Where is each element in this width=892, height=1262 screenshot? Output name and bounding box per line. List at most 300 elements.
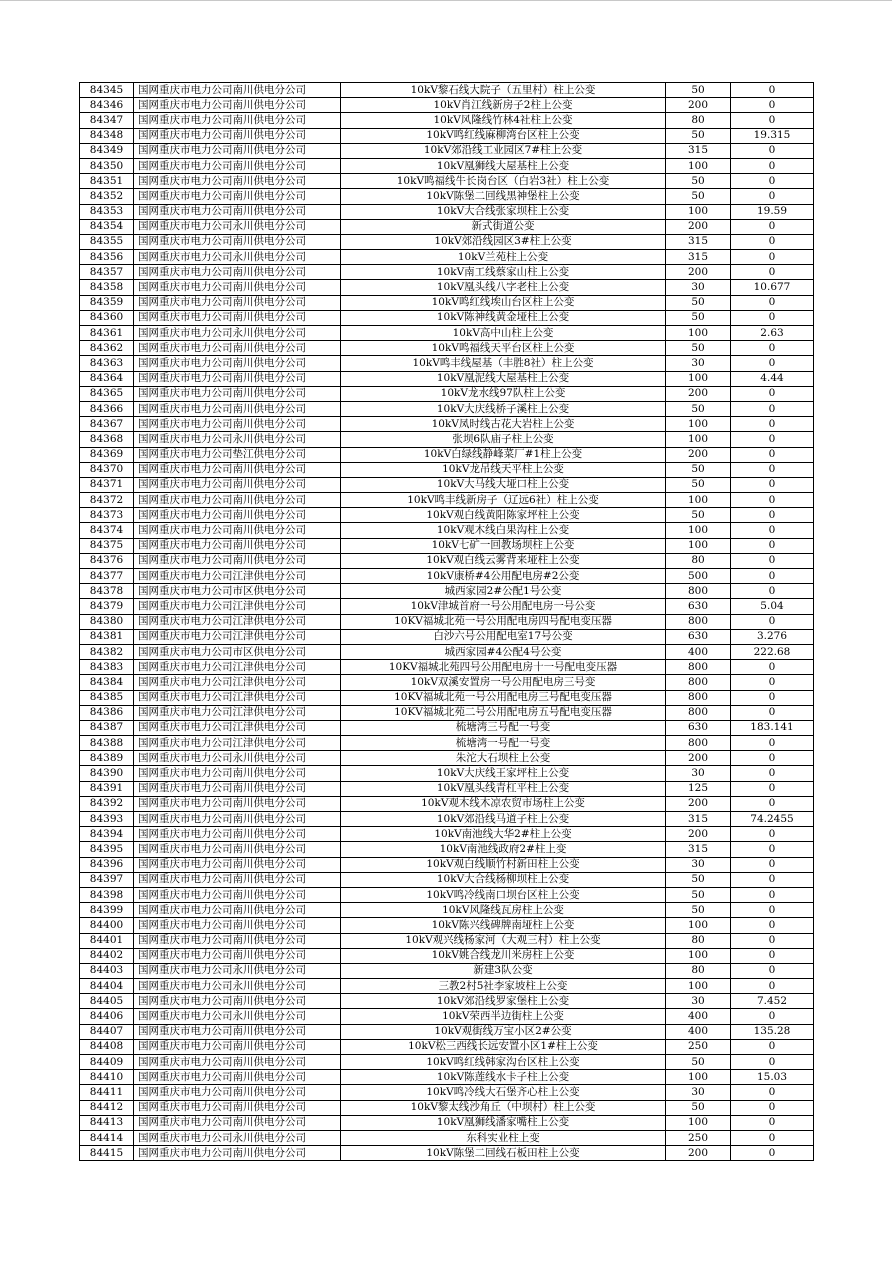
transformer-name-cell: 10kV大合线张家坝柱上公变 <box>341 204 666 219</box>
row-id-cell: 84373 <box>80 508 134 523</box>
row-id-cell: 84382 <box>80 644 134 659</box>
transformer-name-cell: 10kV陈堡二回线石板田柱上公变 <box>341 1146 666 1161</box>
row-id-cell: 84402 <box>80 948 134 963</box>
table-row <box>80 1100 814 1115</box>
table-row <box>80 295 814 310</box>
table-row <box>80 1009 814 1024</box>
row-id-cell: 84378 <box>80 584 134 599</box>
supply-unit-cell: 国网重庆市电力公司南川供电分公司 <box>134 371 341 386</box>
supply-unit-cell: 国网重庆市电力公司南川供电分公司 <box>134 158 341 173</box>
row-id-cell: 84411 <box>80 1085 134 1100</box>
row-id-cell: 84377 <box>80 569 134 584</box>
transformer-name-cell: 10kV鸣福线天平台区柱上公变 <box>341 341 666 356</box>
value-cell: 0 <box>731 705 814 720</box>
capacity-cell: 400 <box>666 1024 731 1039</box>
supply-unit-cell: 国网重庆市电力公司永川供电分公司 <box>134 219 341 234</box>
row-id-cell: 84374 <box>80 523 134 538</box>
transformer-name-cell: 10kV风隆线竹林4社柱上公变 <box>341 113 666 128</box>
table-row <box>80 827 814 842</box>
capacity-cell: 100 <box>666 538 731 553</box>
capacity-cell: 100 <box>666 493 731 508</box>
table-row <box>80 629 814 644</box>
capacity-cell: 100 <box>666 371 731 386</box>
value-cell: 0 <box>731 553 814 568</box>
table-row <box>80 462 814 477</box>
supply-unit-cell: 国网重庆市电力公司江津供电分公司 <box>134 614 341 629</box>
capacity-cell: 315 <box>666 234 731 249</box>
table-row <box>80 432 814 447</box>
table-row <box>80 599 814 614</box>
capacity-cell: 100 <box>666 326 731 341</box>
transformer-name-cell: 10kV龙吊线天平柱上公变 <box>341 462 666 477</box>
table-row <box>80 948 814 963</box>
row-id-cell: 84368 <box>80 432 134 447</box>
supply-unit-cell: 国网重庆市电力公司南川供电分公司 <box>134 1055 341 1070</box>
value-cell: 0 <box>731 508 814 523</box>
table-row <box>80 553 814 568</box>
table-row <box>80 113 814 128</box>
supply-unit-cell: 国网重庆市电力公司南川供电分公司 <box>134 994 341 1009</box>
transformer-name-cell: 10kV鸣福线牛长岗台区（白岩3社）柱上公变 <box>341 174 666 189</box>
supply-unit-cell: 国网重庆市电力公司南川供电分公司 <box>134 310 341 325</box>
transformer-name-cell: 梳塘湾三号配一号变 <box>341 720 666 735</box>
capacity-cell: 200 <box>666 219 731 234</box>
table-row <box>80 1039 814 1054</box>
capacity-cell: 315 <box>666 812 731 827</box>
table-row <box>80 83 814 98</box>
supply-unit-cell: 国网重庆市电力公司南川供电分公司 <box>134 143 341 158</box>
table-row <box>80 736 814 751</box>
transformer-name-cell: 10kV南工线蔡家山柱上公变 <box>341 265 666 280</box>
value-cell: 0 <box>731 979 814 994</box>
transformer-name-cell: 10kV大马线大垭口柱上公变 <box>341 477 666 492</box>
row-id-cell: 84406 <box>80 1009 134 1024</box>
transformer-name-cell: 10KV福城北苑四号公用配电房十一号配电变压器 <box>341 660 666 675</box>
value-cell: 74.2455 <box>731 812 814 827</box>
supply-unit-cell: 国网重庆市电力公司南川供电分公司 <box>134 508 341 523</box>
table-row <box>80 1024 814 1039</box>
row-id-cell: 84359 <box>80 295 134 310</box>
supply-unit-cell: 国网重庆市电力公司永川供电分公司 <box>134 250 341 265</box>
row-id-cell: 84371 <box>80 477 134 492</box>
table-row <box>80 128 814 143</box>
supply-unit-cell: 国网重庆市电力公司江津供电分公司 <box>134 629 341 644</box>
row-id-cell: 84405 <box>80 994 134 1009</box>
table-row <box>80 644 814 659</box>
value-cell: 0 <box>731 1055 814 1070</box>
transformer-name-cell: 10kV大庆线桥子溪柱上公变 <box>341 401 666 416</box>
capacity-cell: 30 <box>666 280 731 295</box>
value-cell: 0 <box>731 842 814 857</box>
row-id-cell: 84357 <box>80 265 134 280</box>
transformer-name-cell: 10kV郊沿线马道子柱上公变 <box>341 812 666 827</box>
table-row <box>80 887 814 902</box>
transformer-name-cell: 10kV高中山柱上公变 <box>341 326 666 341</box>
row-id-cell: 84351 <box>80 174 134 189</box>
value-cell: 0 <box>731 174 814 189</box>
transformer-name-cell: 10kV风隆线瓦房柱上公变 <box>341 903 666 918</box>
value-cell: 0 <box>731 158 814 173</box>
capacity-cell: 50 <box>666 477 731 492</box>
table-row <box>80 569 814 584</box>
transformer-name-cell: 10kV凰狮线大屋基柱上公变 <box>341 158 666 173</box>
transformer-name-cell: 10kV陈莲线水卡子柱上公变 <box>341 1070 666 1085</box>
value-cell: 19.59 <box>731 204 814 219</box>
value-cell: 0 <box>731 827 814 842</box>
value-cell: 0 <box>731 83 814 98</box>
value-cell: 0 <box>731 796 814 811</box>
row-id-cell: 84407 <box>80 1024 134 1039</box>
value-cell: 0 <box>731 584 814 599</box>
supply-unit-cell: 国网重庆市电力公司南川供电分公司 <box>134 766 341 781</box>
transformer-name-cell: 10KV福城北苑二号公用配电房五号配电变压器 <box>341 705 666 720</box>
table-row <box>80 204 814 219</box>
row-id-cell: 84361 <box>80 326 134 341</box>
value-cell: 0 <box>731 660 814 675</box>
row-id-cell: 84384 <box>80 675 134 690</box>
capacity-cell: 315 <box>666 250 731 265</box>
supply-unit-cell: 国网重庆市电力公司江津供电分公司 <box>134 720 341 735</box>
row-id-cell: 84366 <box>80 401 134 416</box>
supply-unit-cell: 国网重庆市电力公司南川供电分公司 <box>134 417 341 432</box>
value-cell: 0 <box>731 310 814 325</box>
value-cell: 0 <box>731 933 814 948</box>
supply-unit-cell: 国网重庆市电力公司市区供电分公司 <box>134 644 341 659</box>
value-cell: 0 <box>731 751 814 766</box>
row-id-cell: 84413 <box>80 1115 134 1130</box>
supply-unit-cell: 国网重庆市电力公司南川供电分公司 <box>134 83 341 98</box>
capacity-cell: 200 <box>666 751 731 766</box>
supply-unit-cell: 国网重庆市电力公司南川供电分公司 <box>134 842 341 857</box>
row-id-cell: 84375 <box>80 538 134 553</box>
capacity-cell: 200 <box>666 827 731 842</box>
row-id-cell: 84415 <box>80 1146 134 1161</box>
value-cell: 135.28 <box>731 1024 814 1039</box>
supply-unit-cell: 国网重庆市电力公司南川供电分公司 <box>134 204 341 219</box>
row-id-cell: 84383 <box>80 660 134 675</box>
row-id-cell: 84392 <box>80 796 134 811</box>
value-cell: 7.452 <box>731 994 814 1009</box>
table-row <box>80 356 814 371</box>
capacity-cell: 100 <box>666 523 731 538</box>
transformer-name-cell: 10kV双溪安置房一号公用配电房三号变 <box>341 675 666 690</box>
value-cell: 183.141 <box>731 720 814 735</box>
value-cell: 0 <box>731 462 814 477</box>
row-id-cell: 84372 <box>80 493 134 508</box>
supply-unit-cell: 国网重庆市电力公司南川供电分公司 <box>134 462 341 477</box>
transformer-name-cell: 10kV凤时线古花大岩柱上公变 <box>341 417 666 432</box>
transformer-name-cell: 10kV黎太线沙角丘（中坝村）柱上公变 <box>341 1100 666 1115</box>
supply-unit-cell: 国网重庆市电力公司南川供电分公司 <box>134 857 341 872</box>
value-cell: 3.276 <box>731 629 814 644</box>
table-row <box>80 417 814 432</box>
value-cell: 0 <box>731 1115 814 1130</box>
row-id-cell: 84353 <box>80 204 134 219</box>
row-id-cell: 84354 <box>80 219 134 234</box>
transformer-name-cell: 10kV荣西半边街柱上公变 <box>341 1009 666 1024</box>
row-id-cell: 84397 <box>80 872 134 887</box>
table-row <box>80 1115 814 1130</box>
supply-unit-cell: 国网重庆市电力公司南川供电分公司 <box>134 401 341 416</box>
row-id-cell: 84370 <box>80 462 134 477</box>
row-id-cell: 84352 <box>80 189 134 204</box>
value-cell: 2.63 <box>731 326 814 341</box>
value-cell: 0 <box>731 887 814 902</box>
transformer-name-cell: 10kV松三西线长远安置小区1#柱上公变 <box>341 1039 666 1054</box>
table-row <box>80 796 814 811</box>
supply-unit-cell: 国网重庆市电力公司南川供电分公司 <box>134 265 341 280</box>
transformer-name-cell: 10kV南池线政府2#柱上变 <box>341 842 666 857</box>
table-row <box>80 705 814 720</box>
row-id-cell: 84395 <box>80 842 134 857</box>
transformer-name-cell: 10kV观白线黄阳陈家坪柱上公变 <box>341 508 666 523</box>
supply-unit-cell: 国网重庆市电力公司南川供电分公司 <box>134 386 341 401</box>
value-cell: 0 <box>731 356 814 371</box>
supply-unit-cell: 国网重庆市电力公司南川供电分公司 <box>134 1024 341 1039</box>
transformer-name-cell: 东科实业柱上变 <box>341 1130 666 1145</box>
row-id-cell: 84381 <box>80 629 134 644</box>
row-id-cell: 84401 <box>80 933 134 948</box>
supply-unit-cell: 国网重庆市电力公司南川供电分公司 <box>134 887 341 902</box>
supply-unit-cell: 国网重庆市电力公司南川供电分公司 <box>134 295 341 310</box>
table-row <box>80 280 814 295</box>
transformer-name-cell: 10kV肖江线新房子2柱上公变 <box>341 98 666 113</box>
row-id-cell: 84369 <box>80 447 134 462</box>
capacity-cell: 125 <box>666 781 731 796</box>
transformer-name-cell: 三教2村5社李家坡柱上公变 <box>341 979 666 994</box>
supply-unit-cell: 国网重庆市电力公司永川供电分公司 <box>134 1009 341 1024</box>
row-id-cell: 84394 <box>80 827 134 842</box>
capacity-cell: 800 <box>666 584 731 599</box>
supply-unit-cell: 国网重庆市电力公司南川供电分公司 <box>134 1085 341 1100</box>
transformer-name-cell: 10kV黎石线大院子（五里村）柱上公变 <box>341 83 666 98</box>
table-row <box>80 751 814 766</box>
value-cell: 0 <box>731 736 814 751</box>
capacity-cell: 80 <box>666 113 731 128</box>
table-row <box>80 1070 814 1085</box>
transformer-name-cell: 梳塘湾一号配一号变 <box>341 736 666 751</box>
capacity-cell: 200 <box>666 447 731 462</box>
value-cell: 0 <box>731 477 814 492</box>
transformer-name-cell: 10kV南池线大华2#柱上公变 <box>341 827 666 842</box>
row-id-cell: 84412 <box>80 1100 134 1115</box>
table-row <box>80 994 814 1009</box>
capacity-cell: 80 <box>666 553 731 568</box>
row-id-cell: 84398 <box>80 887 134 902</box>
table-row <box>80 584 814 599</box>
transformer-name-cell: 新式街道公变 <box>341 219 666 234</box>
capacity-cell: 800 <box>666 675 731 690</box>
supply-unit-cell: 国网重庆市电力公司市区供电分公司 <box>134 584 341 599</box>
capacity-cell: 100 <box>666 1070 731 1085</box>
capacity-cell: 315 <box>666 143 731 158</box>
capacity-cell: 200 <box>666 1146 731 1161</box>
row-id-cell: 84348 <box>80 128 134 143</box>
supply-unit-cell: 国网重庆市电力公司江津供电分公司 <box>134 705 341 720</box>
capacity-cell: 100 <box>666 204 731 219</box>
capacity-cell: 315 <box>666 842 731 857</box>
capacity-cell: 100 <box>666 158 731 173</box>
table-row <box>80 219 814 234</box>
supply-unit-cell: 国网重庆市电力公司南川供电分公司 <box>134 796 341 811</box>
supply-unit-cell: 国网重庆市电力公司南川供电分公司 <box>134 280 341 295</box>
row-id-cell: 84391 <box>80 781 134 796</box>
transformer-name-cell: 10kV观白线顺竹村新田柱上公变 <box>341 857 666 872</box>
value-cell: 0 <box>731 295 814 310</box>
row-id-cell: 84404 <box>80 979 134 994</box>
value-cell: 0 <box>731 401 814 416</box>
supply-unit-cell: 国网重庆市电力公司江津供电分公司 <box>134 675 341 690</box>
value-cell: 0 <box>731 219 814 234</box>
transformer-name-cell: 10kV观木线白果沟柱上公变 <box>341 523 666 538</box>
capacity-cell: 50 <box>666 401 731 416</box>
row-id-cell: 84399 <box>80 903 134 918</box>
supply-unit-cell: 国网重庆市电力公司南川供电分公司 <box>134 1070 341 1085</box>
value-cell: 0 <box>731 1130 814 1145</box>
table-row <box>80 720 814 735</box>
table-row <box>80 857 814 872</box>
supply-unit-cell: 国网重庆市电力公司南川供电分公司 <box>134 918 341 933</box>
row-id-cell: 84388 <box>80 736 134 751</box>
row-id-cell: 84367 <box>80 417 134 432</box>
supply-unit-cell: 国网重庆市电力公司南川供电分公司 <box>134 234 341 249</box>
transformer-name-cell: 10kV鸣冷线南口坝台区柱上公变 <box>341 887 666 902</box>
capacity-cell: 50 <box>666 887 731 902</box>
value-cell: 0 <box>731 1039 814 1054</box>
supply-unit-cell: 国网重庆市电力公司南川供电分公司 <box>134 872 341 887</box>
capacity-cell: 630 <box>666 629 731 644</box>
table-row <box>80 371 814 386</box>
capacity-cell: 50 <box>666 508 731 523</box>
table-row <box>80 812 814 827</box>
value-cell: 0 <box>731 569 814 584</box>
supply-unit-cell: 国网重庆市电力公司南川供电分公司 <box>134 128 341 143</box>
value-cell: 0 <box>731 872 814 887</box>
supply-unit-cell: 国网重庆市电力公司永川供电分公司 <box>134 751 341 766</box>
transformer-name-cell: 10kV郊沿线园区3#柱上公变 <box>341 234 666 249</box>
row-id-cell: 84376 <box>80 553 134 568</box>
table-row <box>80 933 814 948</box>
capacity-cell: 30 <box>666 994 731 1009</box>
transformer-name-cell: 10kV陈兴线碑牌南垭柱上公变 <box>341 918 666 933</box>
supply-unit-cell: 国网重庆市电力公司永川供电分公司 <box>134 1130 341 1145</box>
value-cell: 0 <box>731 265 814 280</box>
value-cell: 0 <box>731 781 814 796</box>
capacity-cell: 50 <box>666 341 731 356</box>
capacity-cell: 50 <box>666 462 731 477</box>
capacity-cell: 30 <box>666 857 731 872</box>
transformer-name-cell: 10kV郊沿线工业园区7#柱上公变 <box>341 143 666 158</box>
transformer-name-cell: 10kV凰狮线潘家嘴柱上公变 <box>341 1115 666 1130</box>
value-cell: 0 <box>731 538 814 553</box>
supply-unit-cell: 国网重庆市电力公司江津供电分公司 <box>134 736 341 751</box>
transformer-name-cell: 10kV龙水线97队柱上公变 <box>341 386 666 401</box>
capacity-cell: 50 <box>666 189 731 204</box>
supply-unit-cell: 国网重庆市电力公司垫江供电分公司 <box>134 447 341 462</box>
value-cell: 0 <box>731 948 814 963</box>
capacity-cell: 200 <box>666 796 731 811</box>
value-cell: 0 <box>731 1085 814 1100</box>
value-cell: 0 <box>731 98 814 113</box>
value-cell: 0 <box>731 386 814 401</box>
transformer-name-cell: 城西家园#4公配4号公变 <box>341 644 666 659</box>
row-id-cell: 84356 <box>80 250 134 265</box>
table-row <box>80 1055 814 1070</box>
value-cell: 15.03 <box>731 1070 814 1085</box>
value-cell: 0 <box>731 1009 814 1024</box>
value-cell: 0 <box>731 113 814 128</box>
capacity-cell: 800 <box>666 736 731 751</box>
transformer-name-cell: 10kV白绿线静峰菜厂#1柱上公变 <box>341 447 666 462</box>
table-row <box>80 401 814 416</box>
value-cell: 0 <box>731 250 814 265</box>
value-cell: 0 <box>731 614 814 629</box>
value-cell: 0 <box>731 1146 814 1161</box>
capacity-cell: 50 <box>666 174 731 189</box>
supply-unit-cell: 国网重庆市电力公司南川供电分公司 <box>134 1146 341 1161</box>
value-cell: 0 <box>731 447 814 462</box>
transformer-name-cell: 10kV鸣冷线大石堡齐心柱上公变 <box>341 1085 666 1100</box>
table-row <box>80 675 814 690</box>
table-body <box>80 83 814 1161</box>
row-id-cell: 84362 <box>80 341 134 356</box>
table-row <box>80 918 814 933</box>
supply-unit-cell: 国网重庆市电力公司南川供电分公司 <box>134 341 341 356</box>
supply-unit-cell: 国网重庆市电力公司南川供电分公司 <box>134 477 341 492</box>
supply-unit-cell: 国网重庆市电力公司南川供电分公司 <box>134 827 341 842</box>
table-row <box>80 1146 814 1161</box>
transformer-name-cell: 10kV津城首府一号公用配电房一号公变 <box>341 599 666 614</box>
value-cell: 0 <box>731 903 814 918</box>
value-cell: 0 <box>731 234 814 249</box>
row-id-cell: 84387 <box>80 720 134 735</box>
row-id-cell: 84400 <box>80 918 134 933</box>
supply-unit-cell: 国网重庆市电力公司江津供电分公司 <box>134 660 341 675</box>
capacity-cell: 800 <box>666 690 731 705</box>
capacity-cell: 100 <box>666 948 731 963</box>
capacity-cell: 50 <box>666 295 731 310</box>
capacity-cell: 800 <box>666 705 731 720</box>
value-cell: 4.44 <box>731 371 814 386</box>
supply-unit-cell: 国网重庆市电力公司南川供电分公司 <box>134 493 341 508</box>
capacity-cell: 50 <box>666 872 731 887</box>
capacity-cell: 500 <box>666 569 731 584</box>
table-row <box>80 1085 814 1100</box>
supply-unit-cell: 国网重庆市电力公司南川供电分公司 <box>134 113 341 128</box>
transformer-name-cell: 10kV观兴线杨家河（大观三村）柱上公变 <box>341 933 666 948</box>
table-row <box>80 493 814 508</box>
capacity-cell: 250 <box>666 1130 731 1145</box>
value-cell: 0 <box>731 189 814 204</box>
table-row <box>80 963 814 978</box>
row-id-cell: 84364 <box>80 371 134 386</box>
value-cell: 0 <box>731 341 814 356</box>
transformer-name-cell: 白沙六号公用配电室17号公变 <box>341 629 666 644</box>
supply-unit-cell: 国网重庆市电力公司南川供电分公司 <box>134 1115 341 1130</box>
table-row <box>80 143 814 158</box>
table-row <box>80 477 814 492</box>
value-cell: 0 <box>731 432 814 447</box>
transformer-name-cell: 10kV观街线万宝小区2#公变 <box>341 1024 666 1039</box>
capacity-cell: 630 <box>666 720 731 735</box>
capacity-cell: 100 <box>666 1115 731 1130</box>
transformer-name-cell: 10kV兰苑柱上公变 <box>341 250 666 265</box>
supply-unit-cell: 国网重庆市电力公司南川供电分公司 <box>134 538 341 553</box>
row-id-cell: 84355 <box>80 234 134 249</box>
supply-unit-cell: 国网重庆市电力公司南川供电分公司 <box>134 812 341 827</box>
row-id-cell: 84350 <box>80 158 134 173</box>
value-cell: 0 <box>731 963 814 978</box>
